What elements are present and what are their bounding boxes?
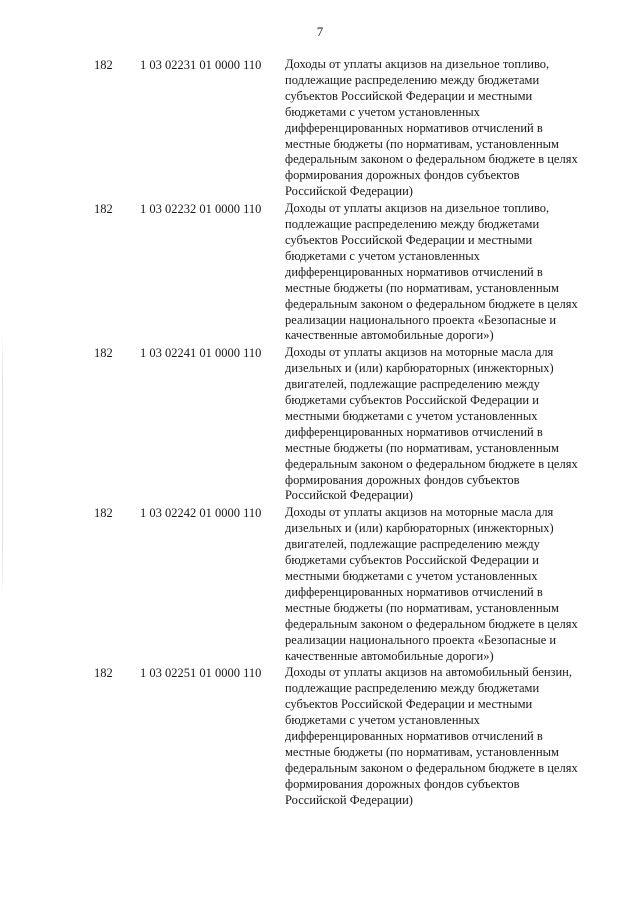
description-line: местные бюджеты (по нормативам, установленным: [285, 136, 559, 151]
kbk-code-cell: 1 03 02242 01 0000 110: [140, 506, 262, 521]
admin-code-cell: 182: [94, 506, 113, 521]
description-line: реализации национального проекта «Безопасные и: [285, 312, 557, 327]
description-line: местные бюджеты (по нормативам, установленным: [285, 440, 559, 455]
admin-code-cell: 182: [94, 202, 113, 217]
table-row: [0, 201, 640, 344]
description-line: местные бюджеты (по нормативам, установленным: [285, 280, 559, 295]
description-line: формирования дорожных фондов субъектов: [285, 472, 520, 487]
description-line: федеральным законом о федеральном бюджете в целях: [285, 152, 578, 167]
page-number: 7: [316, 24, 324, 39]
description-line: двигателей, подлежащие распределению между: [285, 377, 540, 392]
revenue-description-cell: [285, 345, 600, 504]
description-line: местные бюджеты (по нормативам, установленным: [285, 744, 559, 759]
admin-code-cell: 182: [94, 346, 113, 361]
description-line: Доходы от уплаты акцизов на автомобильный бензин,: [285, 665, 572, 680]
description-line: Российской Федерации): [285, 488, 413, 503]
description-line: субъектов Российской Федерации и местными: [285, 232, 533, 247]
description-line: Доходы от уплаты акцизов на дизельное топливо,: [285, 57, 550, 71]
description-line: подлежащие распределению между бюджетами: [285, 217, 540, 232]
description-line: реализации национального проекта «Безопасные и: [285, 632, 557, 647]
description-line: бюджетами субъектов Российской Федерации и: [285, 553, 539, 568]
description-line: подлежащие распределению между бюджетами: [285, 681, 540, 696]
revenue-description-cell: [285, 57, 600, 200]
admin-code-cell: 182: [94, 58, 113, 72]
description-line: качественные автомобильные дороги»): [285, 328, 494, 343]
description-line: субъектов Российской Федерации и местными: [285, 88, 533, 103]
description-line: качественные автомобильные дороги»): [285, 648, 494, 663]
description-line: федеральным законом о федеральном бюджете в целях: [285, 456, 578, 471]
description-line: Доходы от уплаты акцизов на моторные масла для: [285, 505, 554, 520]
kbk-code-cell: 1 03 02251 01 0000 110: [140, 666, 262, 681]
description-line: местными бюджетами с учетом установленных: [285, 569, 538, 583]
description-line: Доходы от уплаты акцизов на дизельное топливо,: [285, 201, 550, 216]
description-line: бюджетами субъектов Российской Федерации и: [285, 393, 539, 408]
description-line: формирования дорожных фондов субъектов: [285, 776, 520, 791]
description-line: дифференцированных нормативов отчислений в: [285, 264, 543, 279]
description-line: дифференцированных нормативов отчислений в: [285, 584, 543, 599]
kbk-code-cell: 1 03 02241 01 0000 110: [140, 346, 262, 361]
description-line: федеральным законом о федеральном бюджете в целях: [285, 296, 578, 311]
revenue-description-cell: [285, 201, 600, 344]
description-line: Российской Федерации): [285, 792, 413, 807]
revenue-codes-table: [0, 57, 640, 810]
description-line: местными бюджетами с учетом установленных: [285, 408, 538, 423]
description-line: двигателей, подлежащие распределению между: [285, 537, 540, 552]
table-row: [0, 665, 640, 808]
description-line: местные бюджеты (по нормативам, установленным: [285, 600, 559, 615]
table-row: [0, 505, 640, 664]
kbk-code-cell: 1 03 02232 01 0000 110: [140, 202, 262, 217]
description-line: бюджетами с учетом установленных: [285, 104, 480, 119]
description-line: федеральным законом о федеральном бюджете в целях: [285, 616, 578, 631]
description-line: субъектов Российской Федерации и местными: [285, 697, 533, 712]
revenue-description-cell: [285, 665, 600, 808]
description-line: Доходы от уплаты акцизов на моторные масла для: [285, 345, 554, 360]
description-line: дифференцированных нормативов отчислений в: [285, 729, 543, 744]
revenue-description-cell: [285, 505, 600, 664]
description-line: бюджетами с учетом установленных: [285, 713, 480, 728]
description-line: федеральным законом о федеральном бюджете в целях: [285, 760, 578, 775]
description-line: формирования дорожных фондов субъектов: [285, 168, 520, 183]
description-line: дифференцированных нормативов отчислений в: [285, 424, 543, 439]
description-line: Российской Федерации): [285, 184, 413, 199]
table-row: [0, 345, 640, 504]
admin-code-cell: 182: [94, 666, 113, 681]
description-line: дизельных и (или) карбюраторных (инжекторных): [285, 521, 554, 536]
kbk-code-cell: 1 03 02231 01 0000 110: [140, 58, 262, 72]
table-row: [0, 57, 640, 200]
description-line: подлежащие распределению между бюджетами: [285, 72, 540, 87]
description-line: бюджетами с учетом установленных: [285, 248, 480, 263]
description-line: дифференцированных нормативов отчислений в: [285, 120, 543, 135]
description-line: дизельных и (или) карбюраторных (инжекторных): [285, 361, 554, 376]
